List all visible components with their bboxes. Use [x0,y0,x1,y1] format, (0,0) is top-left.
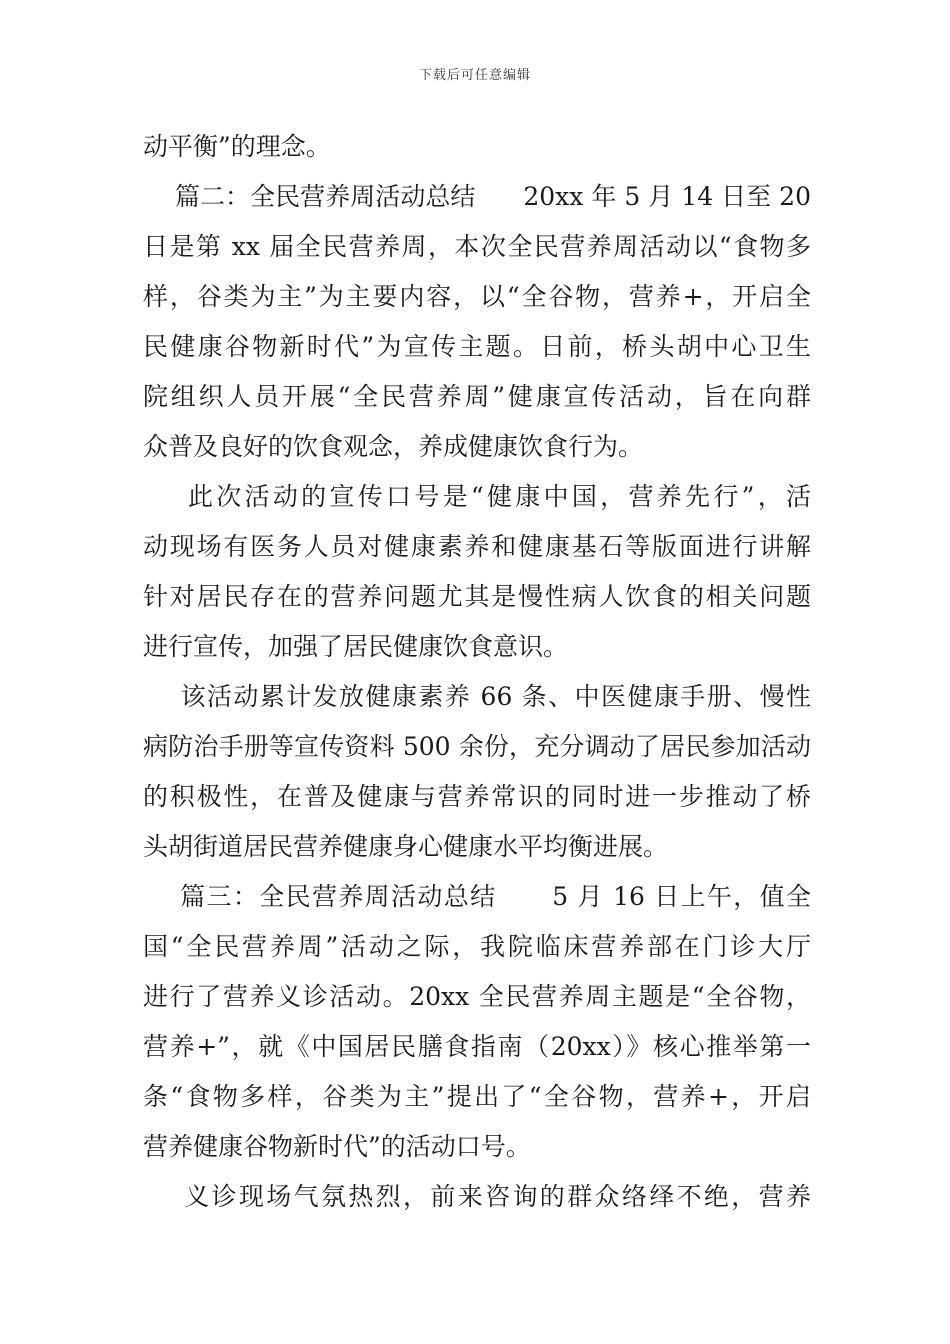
text-line: 国“全民营养周”活动之际，我院临床营养部在门诊大厅 [143,932,811,961]
text-line: 样，谷类为主”为主要内容，以“全谷物，营养+，开启全 [143,282,811,311]
text-line: 动现场有医务人员对健康素养和健康基石等版面进行讲解 [143,532,811,561]
text-line: 头胡街道居民营养健康身心健康水平均衡进展。 [143,832,669,861]
text-line: 营养+”，就《中国居民膳食指南（20xx）》核心推举第一 [143,1032,811,1061]
text-line: 日是第 xx 届全民营养周，本次全民营养周活动以“食物多 [143,232,811,261]
page-header: 下载后可任意编辑 [418,68,531,83]
text-line: 义诊现场气氛热烈，前来咨询的群众络绎不绝，营养 [143,1182,811,1211]
text-line: 此次活动的宣传口号是“健康中国，营养先行”，活 [143,482,811,511]
text-line: 的积极性，在普及健康与营养常识的同时进一步推动了桥 [143,782,811,811]
text-line: 条“食物多样，谷类为主”提出了“全谷物，营养+，开启 [143,1082,811,1111]
text-line: 进行了营养义诊活动。20xx 全民营养周主题是“全谷物， [143,982,811,1011]
text-line: 该活动累计发放健康素养 66 条、中医健康手册、慢性 [143,682,811,711]
text-line: 篇二：全民营养周活动总结 20xx 年 5 月 14 日至 20 [143,182,811,211]
text-line: 动平衡”的理念。 [143,132,331,161]
text-line: 民健康谷物新时代”为宣传主题。日前，桥头胡中心卫生 [143,332,811,361]
text-line: 院组织人员开展“全民营养周”健康宣传活动，旨在向群 [143,382,811,411]
text-line: 针对居民存在的营养问题尤其是慢性病人饮食的相关问题 [143,582,811,611]
text-line: 营养健康谷物新时代”的活动口号。 [143,1132,531,1161]
text-line: 病防治手册等宣传资料 500 余份，充分调动了居民参加活动 [143,732,811,761]
text-line: 众普及良好的饮食观念，养成健康饮食行为。 [143,432,644,461]
document-body [143,122,811,1222]
text-line: 篇三：全民营养周活动总结 5 月 16 日上午，值全 [143,882,811,911]
text-line: 进行宣传，加强了居民健康饮食意识。 [143,632,569,661]
